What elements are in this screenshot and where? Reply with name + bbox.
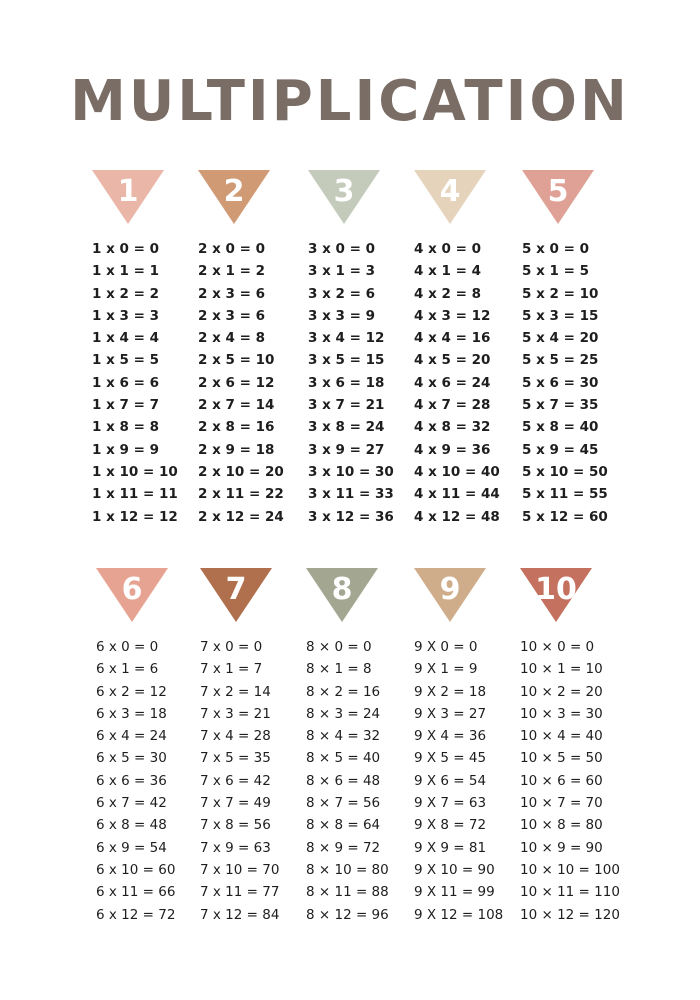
equation-row: 8 × 0 = 0	[306, 639, 372, 655]
equation-row: 3 x 6 = 18	[308, 374, 385, 391]
equation-row: 2 x 3 = 6	[198, 307, 265, 324]
table-number: 5	[547, 174, 569, 209]
equation-row: 5 x 5 = 25	[522, 352, 599, 369]
equation-row: 5 x 12 = 60	[522, 508, 608, 525]
equation-row: 4 x 11 = 44	[414, 486, 500, 503]
equation-row: 4 x 3 = 12	[414, 307, 491, 324]
equation-row: 3 x 9 = 27	[308, 441, 385, 458]
equation-row: 10 × 1 = 10	[520, 661, 603, 678]
equation-row: 3 x 8 = 24	[308, 419, 385, 436]
equation-row: 2 x 1 = 2	[198, 263, 265, 280]
equation-row: 6 x 3 = 18	[96, 705, 167, 722]
equation-row: 9 X 10 = 90	[414, 861, 495, 878]
tables-row-1-to-5	[0, 170, 700, 530]
equation-row: 5 x 10 = 50	[522, 463, 608, 480]
equation-row: 8 × 3 = 24	[306, 705, 381, 722]
equation-row: 9 X 3 = 27	[414, 705, 487, 722]
equation-row: 5 x 3 = 15	[522, 307, 599, 324]
page-title: MULTIPLICATION	[70, 69, 630, 134]
table-number: 2	[223, 174, 245, 209]
equation-row: 10 × 3 = 30	[520, 705, 603, 722]
equation-list	[520, 636, 620, 926]
equation-row: 2 x 11 = 22	[198, 486, 284, 503]
equation-row: 6 x 7 = 42	[96, 795, 167, 812]
equation-list	[200, 636, 279, 926]
equation-row: 1 x 3 = 3	[92, 307, 159, 324]
equation-list	[414, 636, 503, 926]
triangle-badge	[198, 170, 270, 226]
equation-row: 7 x 7 = 49	[200, 795, 271, 812]
triangle-badge	[306, 568, 378, 624]
equation-row: 5 x 11 = 55	[522, 486, 608, 503]
equation-row: 4 x 5 = 20	[414, 352, 491, 369]
equation-row: 2 x 4 = 8	[198, 330, 265, 347]
equation-list	[96, 636, 175, 926]
equation-row: 9 X 6 = 54	[414, 772, 487, 789]
equation-row: 5 x 1 = 5	[522, 263, 589, 280]
equation-row: 1 x 4 = 4	[92, 330, 159, 347]
equation-row: 3 x 5 = 15	[308, 352, 385, 369]
table-number: 1	[117, 174, 139, 209]
equation-row: 2 x 8 = 16	[198, 419, 275, 436]
equation-row: 6 x 5 = 30	[96, 750, 167, 767]
equation-row: 8 × 8 = 64	[306, 817, 381, 834]
triangle-badge	[414, 170, 486, 226]
equation-list	[306, 636, 389, 926]
equation-row: 5 x 2 = 10	[522, 285, 599, 302]
equation-row: 3 x 0 = 0	[308, 241, 375, 257]
triangle-badge	[200, 568, 272, 624]
equation-row: 10 × 9 = 90	[520, 839, 603, 856]
equation-row: 7 x 1 = 7	[200, 661, 263, 678]
equation-row: 1 x 9 = 9	[92, 441, 159, 458]
equation-row: 1 x 5 = 5	[92, 352, 159, 369]
equation-row: 7 x 5 = 35	[200, 750, 271, 767]
equation-row: 2 x 0 = 0	[198, 241, 265, 257]
equation-row: 2 x 6 = 12	[198, 374, 275, 391]
table-number: 7	[225, 572, 247, 607]
triangle-badge	[96, 568, 168, 624]
table-number: 3	[333, 174, 355, 209]
equation-row: 6 x 10 = 60	[96, 861, 176, 878]
table-number: 4	[439, 174, 461, 209]
tables-row-6-to-10	[0, 568, 700, 928]
triangle-badge	[520, 568, 592, 624]
equation-row: 5 x 7 = 35	[522, 397, 599, 414]
equation-row: 5 x 9 = 45	[522, 441, 599, 458]
equation-row: 10 × 12 = 120	[520, 906, 620, 923]
equation-row: 8 × 7 = 56	[306, 795, 381, 812]
equation-list	[308, 238, 394, 528]
equation-row: 5 x 4 = 20	[522, 330, 599, 347]
equation-row: 10 × 10 = 100	[520, 861, 620, 878]
equation-row: 6 x 8 = 48	[96, 817, 167, 834]
equation-row: 8 × 4 = 32	[306, 728, 381, 745]
equation-row: 7 x 6 = 42	[200, 772, 271, 789]
equation-row: 8 × 12 = 96	[306, 906, 389, 923]
equation-row: 3 x 1 = 3	[308, 263, 375, 280]
table-number: 6	[121, 572, 143, 607]
equation-row: 8 × 9 = 72	[306, 839, 381, 856]
equation-row: 3 x 3 = 9	[308, 307, 375, 324]
equation-row: 2 x 5 = 10	[198, 352, 275, 369]
equation-row: 1 x 1 = 1	[92, 263, 159, 280]
equation-row: 4 x 6 = 24	[414, 374, 491, 391]
equation-row: 4 x 8 = 32	[414, 419, 491, 436]
equation-row: 10 × 6 = 60	[520, 772, 603, 789]
equation-row: 4 x 9 = 36	[414, 441, 491, 458]
equation-row: 4 x 7 = 28	[414, 397, 491, 414]
equation-row: 8 × 6 = 48	[306, 772, 381, 789]
equation-row: 1 x 7 = 7	[92, 397, 159, 414]
equation-row: 7 x 9 = 63	[200, 839, 271, 856]
equation-row: 9 X 1 = 9	[414, 661, 478, 678]
equation-row: 3 x 2 = 6	[308, 285, 375, 302]
equation-list	[522, 238, 608, 528]
equation-row: 5 x 6 = 30	[522, 374, 599, 391]
equation-row: 4 x 2 = 8	[414, 285, 481, 302]
table-number: 8	[331, 572, 353, 607]
equation-row: 1 x 6 = 6	[92, 374, 159, 391]
equation-row: 8 × 5 = 40	[306, 750, 381, 767]
equation-row: 9 X 11 = 99	[414, 884, 495, 901]
equation-row: 1 x 11 = 11	[92, 486, 178, 503]
equation-row: 6 x 6 = 36	[96, 772, 167, 789]
equation-row: 7 x 2 = 14	[200, 683, 271, 700]
equation-row: 7 x 11 = 77	[200, 884, 280, 901]
table-number: 9	[439, 572, 461, 607]
equation-row: 2 x 3 = 6	[198, 285, 265, 302]
triangle-badge	[92, 170, 164, 226]
equation-row: 2 x 9 = 18	[198, 441, 275, 458]
equation-row: 9 X 2 = 18	[414, 683, 487, 700]
equation-row: 9 X 7 = 63	[414, 795, 487, 812]
equation-row: 4 x 10 = 40	[414, 463, 500, 480]
equation-row: 10 × 0 = 0	[520, 639, 595, 655]
equation-row: 6 x 9 = 54	[96, 839, 167, 856]
equation-list	[92, 238, 178, 528]
equation-row: 3 x 4 = 12	[308, 330, 385, 347]
equation-row: 6 x 1 = 6	[96, 661, 159, 678]
equation-row: 10 × 5 = 50	[520, 750, 603, 767]
equation-row: 6 x 11 = 66	[96, 884, 176, 901]
equation-row: 8 × 1 = 8	[306, 661, 372, 678]
equation-row: 7 x 10 = 70	[200, 861, 280, 878]
equation-row: 8 × 11 = 88	[306, 884, 389, 901]
equation-row: 8 × 10 = 80	[306, 861, 389, 878]
equation-row: 2 x 10 = 20	[198, 463, 284, 480]
equation-row: 4 x 12 = 48	[414, 508, 500, 525]
equation-row: 9 X 5 = 45	[414, 750, 487, 767]
equation-row: 1 x 10 = 10	[92, 463, 178, 480]
equation-row: 4 x 4 = 16	[414, 330, 491, 347]
equation-row: 7 x 8 = 56	[200, 817, 271, 834]
equation-row: 9 X 8 = 72	[414, 817, 487, 834]
equation-row: 4 x 1 = 4	[414, 263, 481, 280]
equation-row: 3 x 12 = 36	[308, 508, 394, 525]
equation-row: 9 X 12 = 108	[414, 906, 504, 923]
equation-list	[414, 238, 500, 528]
triangle-badge	[414, 568, 486, 624]
triangle-badge	[522, 170, 594, 226]
equation-row: 3 x 7 = 21	[308, 397, 385, 414]
equation-row: 3 x 10 = 30	[308, 463, 394, 480]
equation-row: 9 X 4 = 36	[414, 728, 487, 745]
equation-row: 1 x 12 = 12	[92, 508, 178, 525]
equation-row: 1 x 8 = 8	[92, 419, 159, 436]
equation-row: 2 x 7 = 14	[198, 397, 275, 414]
equation-row: 9 X 0 = 0	[414, 639, 478, 655]
equation-row: 10 × 11 = 110	[520, 884, 620, 901]
equation-row: 6 x 12 = 72	[96, 906, 176, 923]
equation-row: 1 x 0 = 0	[92, 241, 159, 257]
equation-row: 10 × 8 = 80	[520, 817, 603, 834]
equation-row: 7 x 4 = 28	[200, 728, 271, 745]
equation-row: 7 x 3 = 21	[200, 705, 271, 722]
equation-row: 1 x 2 = 2	[92, 285, 159, 302]
equation-row: 4 x 0 = 0	[414, 241, 481, 257]
table-number: 10	[535, 572, 577, 607]
equation-row: 5 x 0 = 0	[522, 241, 589, 257]
equation-list	[198, 238, 284, 528]
equation-row: 6 x 2 = 12	[96, 683, 167, 700]
equation-row: 2 x 12 = 24	[198, 508, 284, 525]
equation-row: 6 x 0 = 0	[96, 639, 159, 655]
equation-row: 3 x 11 = 33	[308, 486, 394, 503]
triangle-badge	[308, 170, 380, 226]
equation-row: 10 × 7 = 70	[520, 795, 603, 812]
equation-row: 7 x 12 = 84	[200, 906, 280, 923]
equation-row: 10 × 2 = 20	[520, 683, 603, 700]
equation-row: 10 × 4 = 40	[520, 728, 603, 745]
equation-row: 6 x 4 = 24	[96, 728, 167, 745]
equation-row: 9 X 9 = 81	[414, 839, 487, 856]
equation-row: 8 × 2 = 16	[306, 683, 381, 700]
equation-row: 7 x 0 = 0	[200, 639, 263, 655]
equation-row: 5 x 8 = 40	[522, 419, 599, 436]
